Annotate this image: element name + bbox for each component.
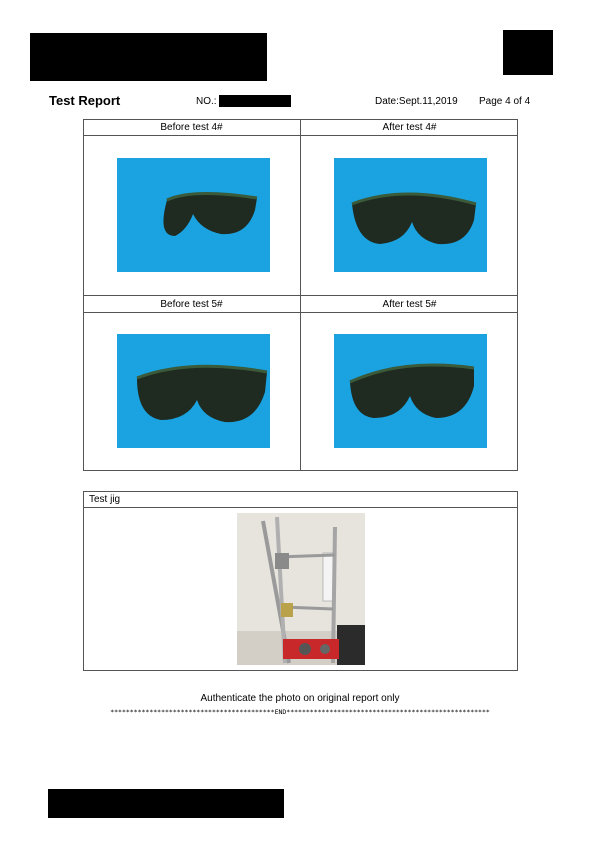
photo-before-test-4 bbox=[117, 158, 270, 272]
authenticate-note: Authenticate the photo on original report only bbox=[200, 693, 400, 704]
safety-glasses-image bbox=[334, 158, 487, 272]
photo-test-jig bbox=[237, 513, 365, 665]
photo-after-test-5 bbox=[334, 334, 487, 448]
label-after-test-4: After test 4# bbox=[382, 122, 437, 133]
label-before-test-4: Before test 4# bbox=[160, 122, 223, 133]
page-indicator: Page 4 of 4 bbox=[479, 96, 531, 107]
photo-table bbox=[83, 119, 518, 471]
report-title: Test Report bbox=[49, 93, 121, 108]
redacted-report-number bbox=[219, 95, 291, 107]
redacted-logo-left bbox=[30, 33, 267, 81]
redacted-footer-block bbox=[48, 789, 284, 818]
photo-after-test-4 bbox=[334, 158, 487, 272]
test-jig-image bbox=[237, 513, 365, 665]
label-test-jig: Test jig bbox=[89, 494, 121, 505]
photo-before-test-5 bbox=[117, 334, 270, 448]
safety-glasses-image bbox=[117, 158, 270, 272]
redacted-logo-right bbox=[503, 30, 553, 75]
label-before-test-5: Before test 5# bbox=[160, 299, 223, 310]
jig-table bbox=[83, 491, 518, 671]
report-number-label: NO.: bbox=[196, 96, 217, 107]
report-date: Date:Sept.11,2019 bbox=[375, 96, 458, 107]
safety-glasses-image bbox=[117, 334, 270, 448]
safety-glasses-image bbox=[334, 334, 487, 448]
label-after-test-5: After test 5# bbox=[382, 299, 437, 310]
end-marker: ******************************************END**************************************************** bbox=[110, 708, 490, 716]
